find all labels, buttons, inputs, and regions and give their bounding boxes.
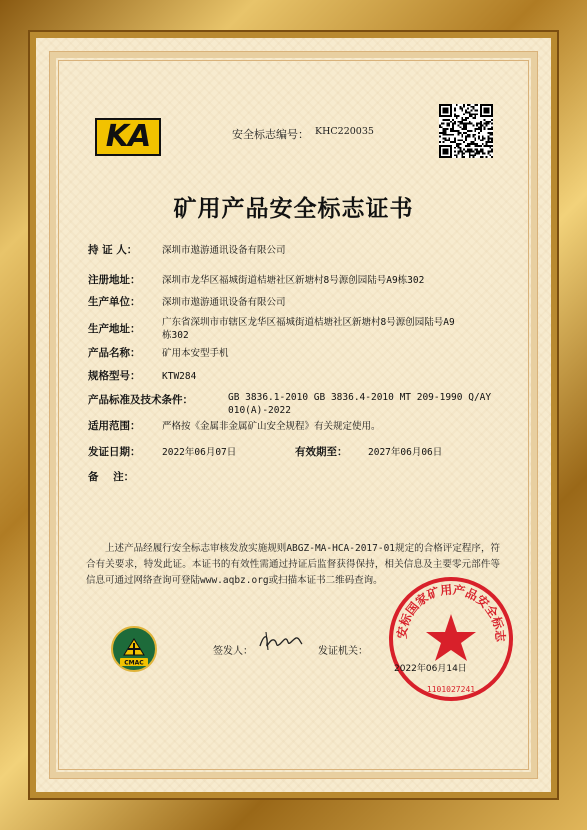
- holder-label: 持 证 人：: [88, 244, 138, 256]
- maker-value: 深圳市遨游通讯设备有限公司: [162, 297, 286, 308]
- scope-value: 严格按《金属非金属矿山安全规程》有关规定使用。: [162, 421, 381, 432]
- maker-label: 生产单位：: [88, 296, 141, 308]
- cmac-logo: [110, 625, 158, 673]
- model-label: 规格型号：: [88, 370, 141, 382]
- seal-number: 1101027241: [426, 685, 476, 694]
- seal-text: 安标国家矿用产品安全标志: [394, 582, 508, 643]
- model-value: KTW284: [162, 371, 197, 382]
- prod-addr-line1: 广东省深圳市市辖区龙华区福城街道桔塘社区新塘村8号源创园陆号A9: [162, 317, 455, 328]
- reg-addr-label: 注册地址：: [88, 274, 141, 286]
- issue-value: 2022年06月07日: [162, 447, 237, 458]
- reg-addr-value: 深圳市龙华区福城街道桔塘社区新塘村8号源创园陆号A9栋302: [162, 275, 425, 286]
- official-seal: [386, 574, 516, 704]
- prod-addr-line2: 栋302: [162, 330, 189, 341]
- valid-value: 2027年06月06日: [368, 447, 443, 458]
- product-label: 产品名称：: [88, 347, 141, 359]
- standard-line1: GB 3836.1-2010 GB 3836.4-2010 MT 209-1990 Q/AY: [228, 392, 492, 403]
- issue-label: 发证日期：: [88, 446, 141, 458]
- holder-value: 深圳市遨游通讯设备有限公司: [162, 245, 286, 256]
- qr-code-icon: [439, 104, 493, 158]
- remark-label: 备 注：: [88, 471, 135, 483]
- valid-label: 有效期至：: [295, 446, 348, 458]
- serial-label: 安全标志编号：: [232, 128, 309, 141]
- standard-line2: 010(A)-2022: [228, 405, 291, 416]
- signer-label: 签发人：: [213, 646, 253, 657]
- serial-number: [232, 126, 374, 142]
- certificate-title: 矿用产品安全标志证书: [173, 196, 414, 222]
- issuer-date: 2022年06月14日: [394, 664, 467, 674]
- scope-label: 适用范围：: [88, 420, 141, 432]
- standard-label: 产品标准及技术条件：: [88, 394, 193, 406]
- prod-addr-label: 生产地址：: [88, 323, 141, 335]
- ka-logo: KA: [95, 118, 161, 156]
- product-value: 矿用本安型手机: [162, 348, 229, 359]
- certificate-notice: 上述产品经履行安全标志审核发放实施规则ABGZ-MA-HCA-2017-01规定的合格评定程序，符合有关要求，特发此证。本证书的有效性需通过持证后监督获得保持，相关信息及主要零元部件等信息可通过网络查询可登陆www.aqbz.org或扫描本证书二维码查询。: [86, 543, 500, 586]
- handwritten-signature: [256, 628, 306, 654]
- issuer-label: 发证机关：: [318, 646, 368, 657]
- cmac-text: CMAC: [124, 659, 144, 667]
- serial-value: KHC220035: [315, 126, 374, 137]
